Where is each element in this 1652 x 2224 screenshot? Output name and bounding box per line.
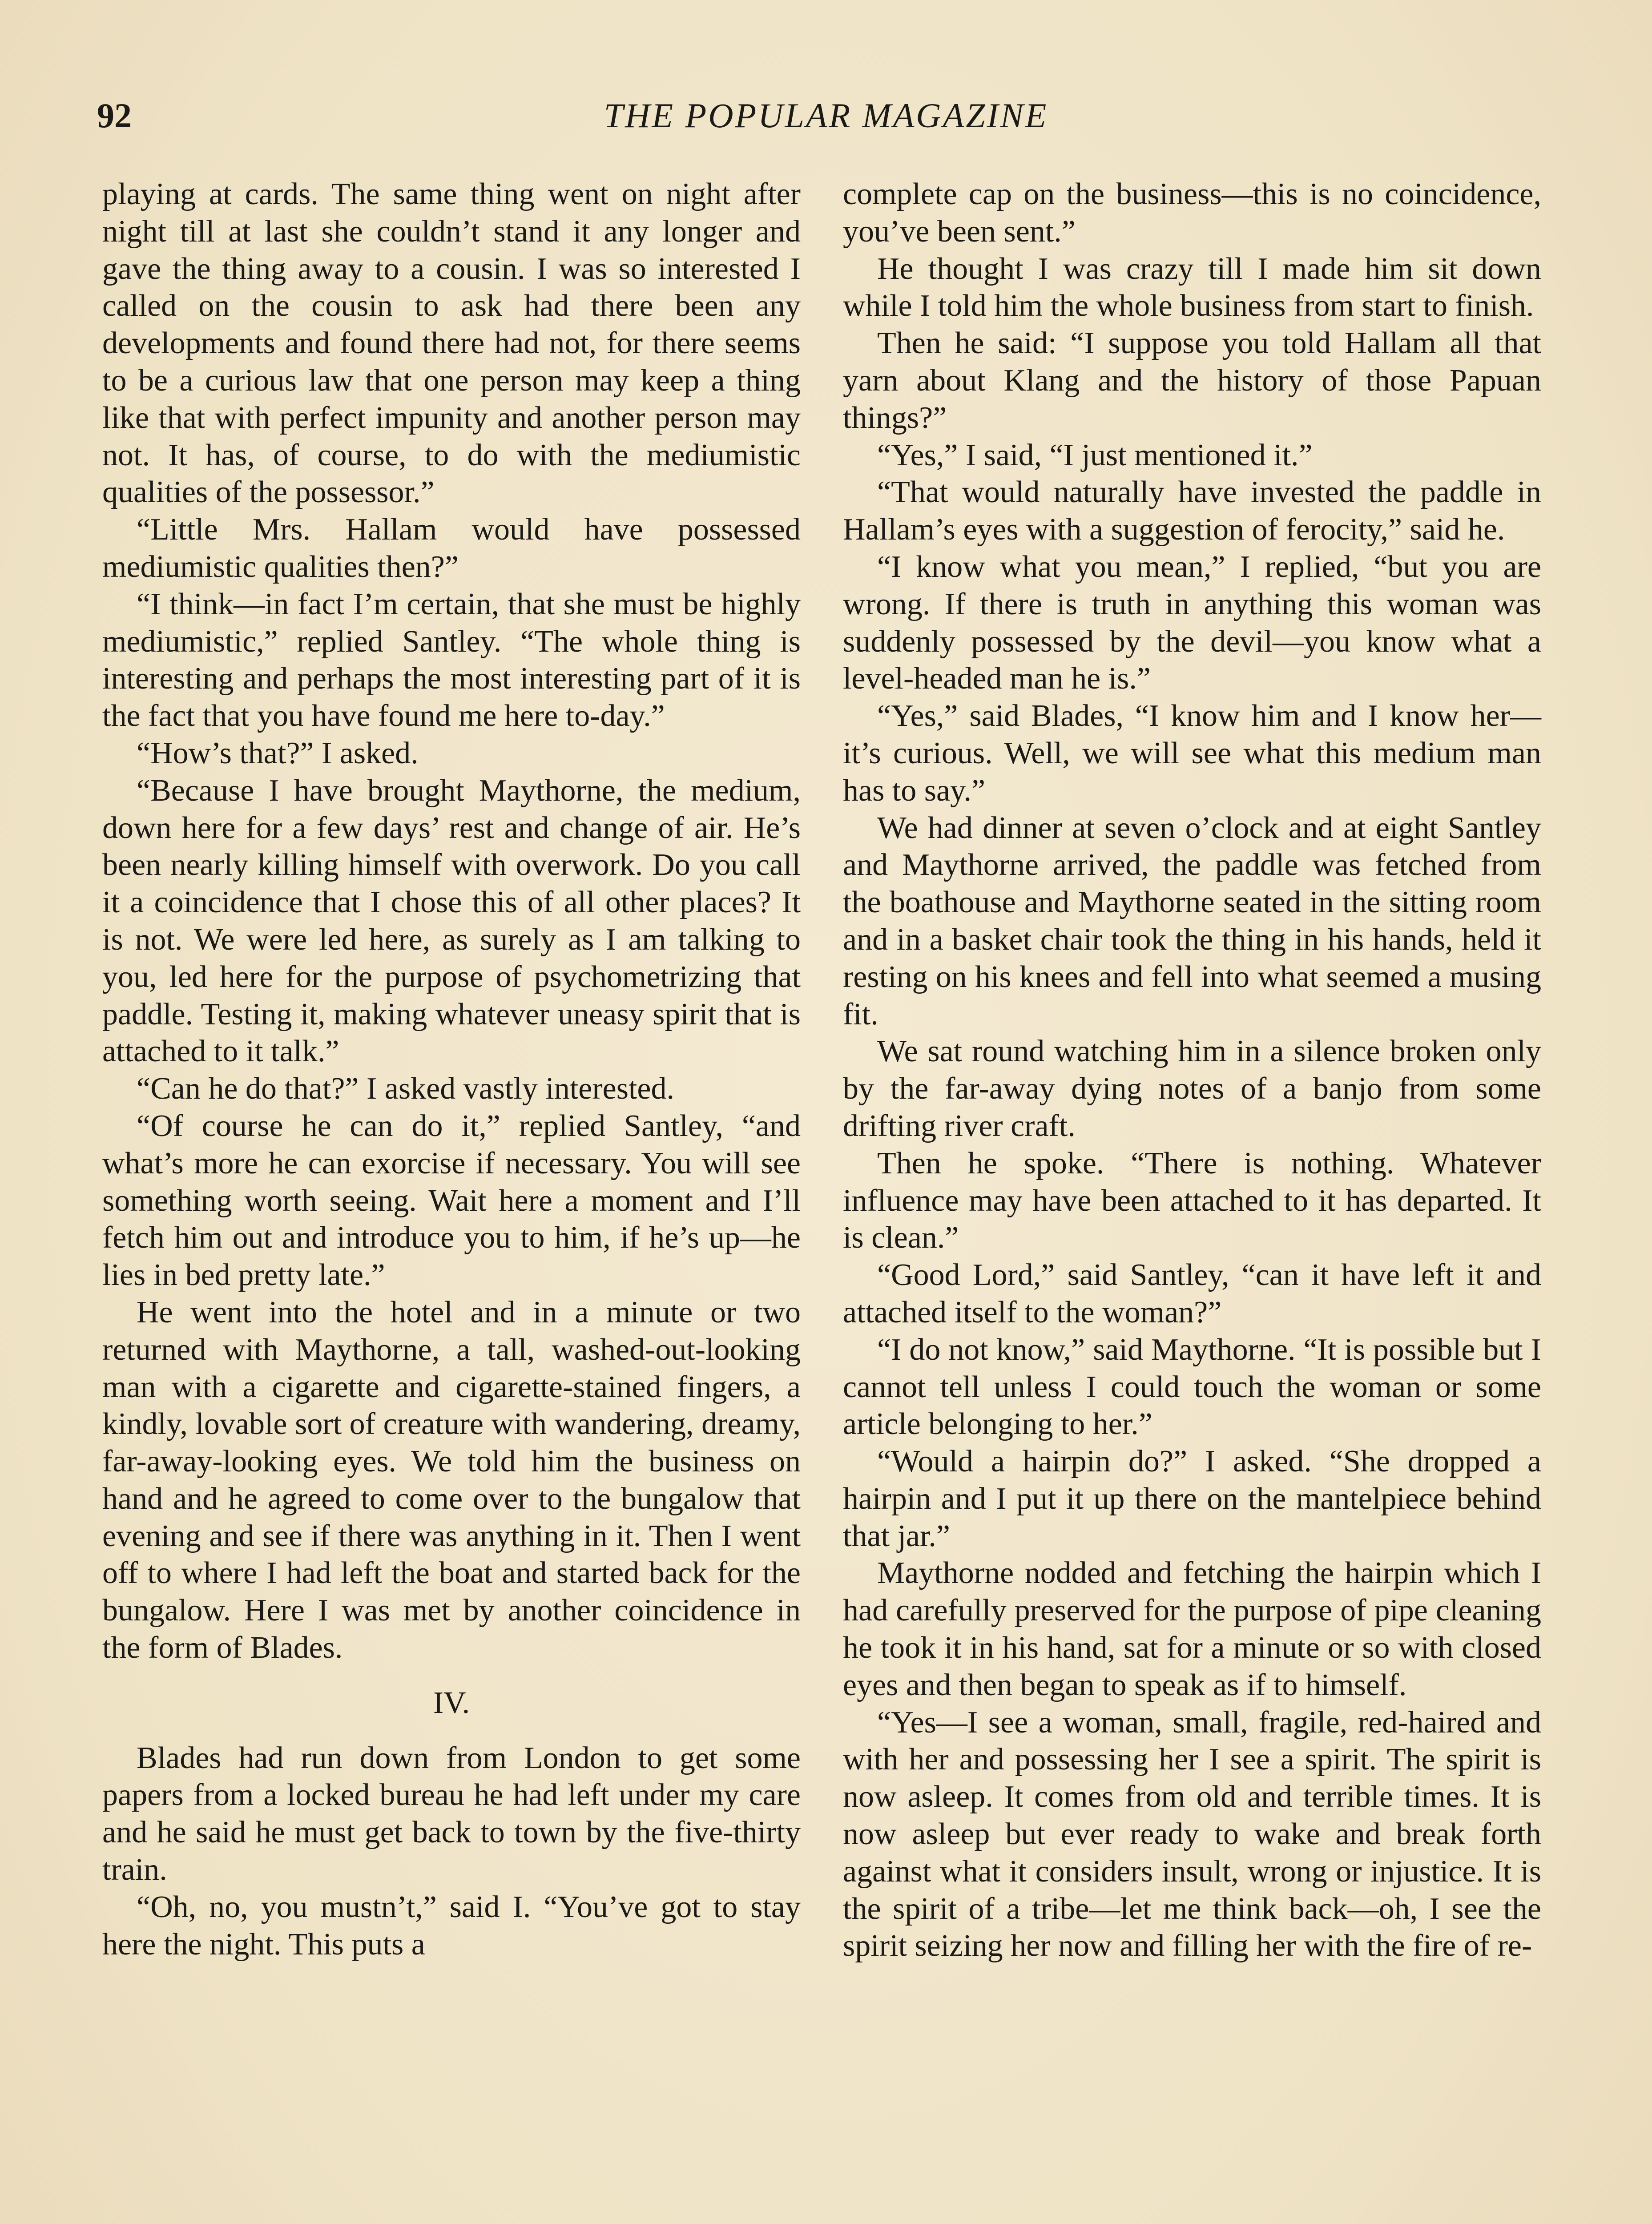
section-heading: IV. — [433, 1685, 470, 1720]
paragraph: “Would a hairpin do?” I asked. “She dropped a hairpin and I put it up there on the mantelpiece behind that jar.” — [843, 1444, 1541, 1553]
paragraph: “Can he do that?” I asked vastly interested. — [137, 1072, 675, 1106]
paragraph: “Yes,” said Blades, “I know him and I know her—it’s curious. Well, we will see what this medium man has to say.” — [843, 699, 1541, 808]
paragraph: “Yes,” I said, “I just mentioned it.” — [877, 438, 1313, 472]
page-number: 92 — [97, 96, 132, 135]
paragraph: “I think—in fact I’m certain, that she must be highly mediumistic,” replied Santley. “The whole thing is interesting and perhaps the most interesting part of it is the fact that you have found me here to-day.” — [102, 587, 801, 733]
paragraph: playing at cards. The same thing went on night after night till at last she couldn’t stand it any longer and gave the thing away to a cousin. I was so interested I called on the cousin to ask had there been any developments and found there had not, for there seems to be a curious law that one person may keep a thing like that with perfect impunity and another person may not. It has, of course, to do with the mediumistic qualities of the possessor.” — [102, 177, 801, 510]
paragraph: “Yes—I see a woman, small, fragile, red-haired and with her and possessing her I see a spirit. The spirit is now asleep. It comes from old and terrible times. It is now asleep but ever ready to wake and break forth against what it considers insult, wrong or injustice. It is the spirit of a tribe—let me think back—oh, I see the spirit seizing her now and filling her with the fire of re- — [843, 1705, 1541, 1963]
left-text-column — [102, 176, 801, 1963]
right-text-column — [843, 176, 1541, 1965]
paragraph: Maythorne nodded and fetching the hairpin which I had carefully preserved for the purpose of pipe cleaning he took it in his hand, sat for a minute or so with closed eyes and then began to speak as if to himself. — [843, 1556, 1541, 1702]
paragraph: We sat round watching him in a silence broken only by the far-away dying notes of a banjo from some drifting river craft. — [843, 1034, 1541, 1143]
paragraph: “Because I have brought Maythorne, the medium, down here for a few days’ rest and change of air. He’s been nearly killing himself with overwork. Do you call it a coincidence that I chose this of all other places? It is not. We were led here, as surely as I am talking to you, led here for the purpose of psychometrizing that paddle. Testing it, making whatever uneasy spirit that is attached to it talk.” — [102, 773, 801, 1069]
running-head — [0, 93, 1652, 138]
paragraph: “How’s that?” I asked. — [137, 736, 419, 770]
paragraph: “Of course he can do it,” replied Santley, “and what’s more he can exorcise if necessary. You will see something worth seeing. Wait here a moment and I’ll fetch him out and introduce you to him, if he’s up—he lies in bed pretty late.” — [102, 1108, 801, 1293]
magazine-title: THE POPULAR MAGAZINE — [604, 96, 1048, 135]
paragraph: Blades had run down from London to get some papers from a locked bureau he had left under my care and he said he must get back to town by the five-thirty train. — [102, 1741, 801, 1887]
paragraph: Then he spoke. “There is nothing. Whatever influence may have been attached to it has departed. It is clean.” — [843, 1146, 1541, 1255]
paragraph: We had dinner at seven o’clock and at eight Santley and Maythorne arrived, the paddle was fetched from the boathouse and Maythorne seated in the sitting room and in a basket chair took the thing in his hands, held it resting on his knees and fell into what seemed a musing fit. — [843, 810, 1541, 1031]
paragraph: He went into the hotel and in a minute or two returned with Maythorne, a tall, washed-out-looking man with a cigarette and cigarette-stained fingers, a kindly, lovable sort of creature with wandering, dreamy, far-away-looking eyes. We told him the business on hand and he agreed to come over to the bungalow that evening and see if there was anything in it. Then I went off to where I had left the boat and started back for the bungalow. Here I was met by another coincidence in the form of Blades. — [102, 1295, 801, 1665]
paragraph: He thought I was crazy till I made him sit down while I told him the whole business from start to finish. — [843, 251, 1541, 323]
paragraph: “Good Lord,” said Santley, “can it have left it and attached itself to the woman?” — [843, 1258, 1541, 1330]
paragraph: “That would naturally have invested the paddle in Hallam’s eyes with a suggestion of ferocity,” said he. — [843, 475, 1541, 547]
paragraph: “Oh, no, you mustn’t,” said I. “You’ve got to stay here the night. This puts a — [102, 1890, 801, 1962]
paragraph: “I do not know,” said Maythorne. “It is possible but I cannot tell unless I could touch the woman or some article belonging to her.” — [843, 1332, 1541, 1442]
paragraph: complete cap on the business—this is no coincidence, you’ve been sent.” — [843, 177, 1541, 249]
paragraph: “Little Mrs. Hallam would have possessed mediumistic qualities then?” — [102, 512, 801, 584]
paragraph: Then he said: “I suppose you told Hallam all that yarn about Klang and the history of those Papuan things?” — [843, 326, 1541, 435]
paragraph: “I know what you mean,” I replied, “but you are wrong. If there is truth in anything this woman was suddenly possessed by the devil—you know what a level-headed man he is.” — [843, 549, 1541, 696]
